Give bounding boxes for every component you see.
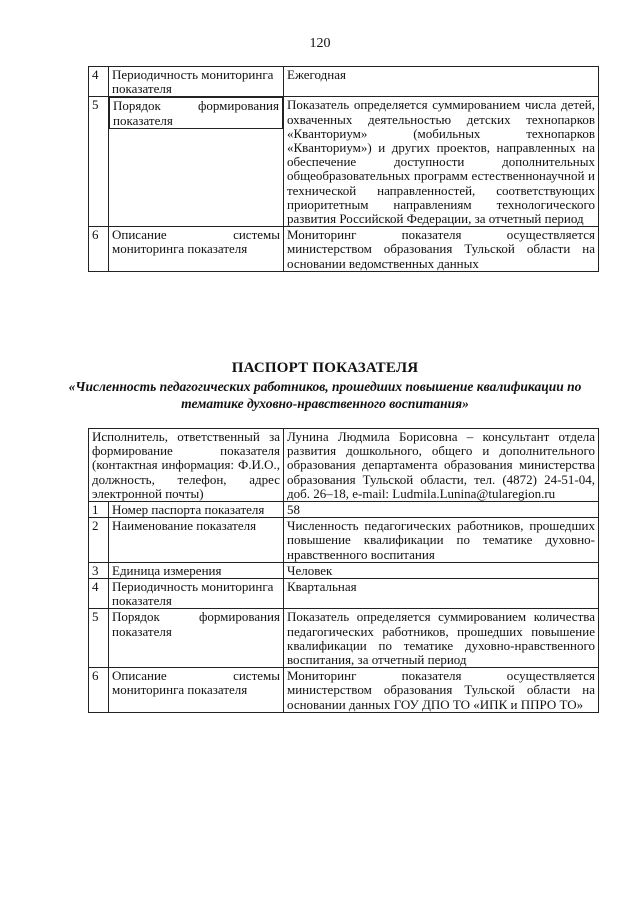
passport-subtitle: «Численность педагогических работников, прошедших повышение квалификации по тематике духовно-нравственного воспитания» bbox=[68, 379, 582, 411]
row-number: 4 bbox=[89, 67, 109, 97]
table-row bbox=[89, 579, 599, 609]
indicator-passport-table bbox=[88, 428, 599, 713]
row-number: 5 bbox=[89, 609, 109, 668]
row-value: Человек bbox=[284, 562, 599, 578]
table-row bbox=[89, 227, 599, 272]
row-label: Порядок формирования показателя bbox=[109, 97, 283, 128]
passport-title: ПАСПОРТ ПОКАЗАТЕЛЯ bbox=[231, 360, 419, 376]
row-number: 2 bbox=[89, 518, 109, 563]
table-row bbox=[89, 67, 599, 97]
indicator-table-continuation bbox=[88, 66, 599, 272]
row-label: Описание системы мониторинга показателя bbox=[109, 227, 284, 272]
row-value: Показатель определяется суммированием количества педагогических работников, прошедших повышение квалификации по тематике духовно-нравственного воспитания, за отчетный период bbox=[284, 609, 599, 668]
row-number: 6 bbox=[89, 668, 109, 713]
row-label: Порядок формирования показателя bbox=[109, 609, 284, 668]
table-row bbox=[89, 97, 599, 227]
table-row bbox=[89, 668, 599, 713]
page-number: 120 bbox=[309, 36, 331, 51]
row-number: 6 bbox=[89, 227, 109, 272]
row-number: 3 bbox=[89, 562, 109, 578]
row-label: Периодичность мониторинга показателя bbox=[109, 67, 284, 97]
row-value: Мониторинг показателя осуществляется министерством образования Тульской области на основании данных ГОУ ДПО ТО «ИПК и ППРО ТО» bbox=[284, 668, 599, 713]
table-row bbox=[89, 562, 599, 578]
row-value: Ежегодная bbox=[284, 67, 599, 97]
row-label: Описание системы мониторинга показателя bbox=[109, 668, 284, 713]
row-label: Наименование показателя bbox=[109, 518, 284, 563]
row-number: 5 bbox=[89, 97, 109, 227]
row-value: Численность педагогических работников, прошедших повышение квалификации по тематике духовно-нравственного воспитания bbox=[284, 518, 599, 563]
table-row bbox=[89, 502, 599, 518]
table-row bbox=[89, 429, 599, 502]
row-label: Номер паспорта показателя bbox=[109, 502, 284, 518]
table-row bbox=[89, 518, 599, 563]
row-value: Квартальная bbox=[284, 579, 599, 609]
row-label: Периодичность мониторинга показателя bbox=[109, 579, 284, 609]
row-number: 1 bbox=[89, 502, 109, 518]
executor-label: Исполнитель, ответственный за формирование показателя (контактная информация: Ф.И.О., должность, телефон, адрес электронной почты) bbox=[89, 429, 284, 502]
row-value: Мониторинг показателя осуществляется министерством образования Тульской области на основании ведомственных данных bbox=[284, 227, 599, 272]
row-value: Показатель определяется суммированием числа детей, охваченных деятельностью детских технопарков «Кванториум» (мобильных технопарков «Кванториум») и других проектов, направленных на обеспечение доступности дополнительных общеобразовательных программ естественнонаучной и технической направленностей, соответствующих приоритетным направлениям технологического развития Российской Федерации, за отчетный период bbox=[284, 97, 599, 227]
row-label: Единица измерения bbox=[109, 562, 284, 578]
table-row bbox=[89, 609, 599, 668]
executor-value: Лунина Людмила Борисовна – консультант отдела развития дошкольного, общего и дополнительного образования департамента образования министерства образования Тульской области, тел. (4872) 24-51-04, доб. 26–18, e-mail: Ludmila.Lunina@tularegion.ru bbox=[284, 429, 599, 502]
row-value: 58 bbox=[284, 502, 599, 518]
row-number: 4 bbox=[89, 579, 109, 609]
